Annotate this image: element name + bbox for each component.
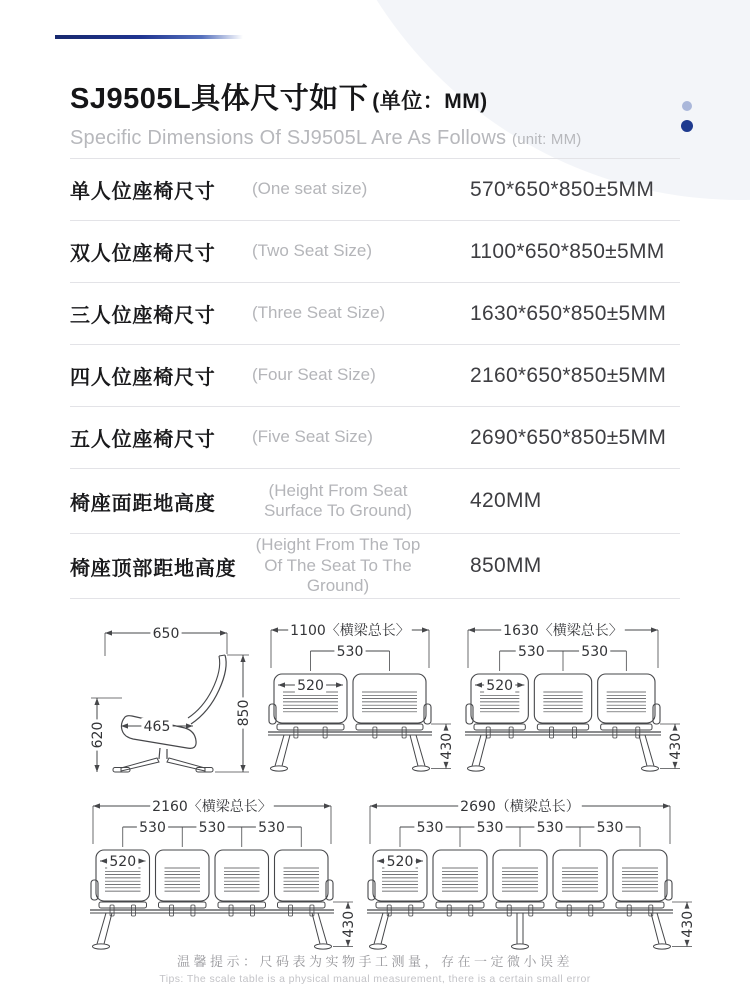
svg-text:520: 520 — [486, 678, 514, 694]
row-label-cn: 双人位座椅尺寸 — [70, 243, 216, 265]
drawing-three-seat-front-view — [460, 616, 688, 784]
header-accent-line — [55, 35, 243, 39]
drawing-two-seat-front-view — [263, 616, 459, 784]
svg-text:650: 650 — [152, 626, 180, 642]
row-value: 850MM — [470, 554, 542, 577]
drawings-row-bottom — [85, 792, 700, 962]
technical-drawings — [75, 616, 696, 962]
row-label-en — [252, 427, 470, 447]
row-label-en-text: (One seat size) — [252, 179, 368, 199]
title-model-text: SJ9505L具体尺寸如下 — [70, 83, 369, 115]
svg-text:530: 530 — [416, 820, 444, 836]
svg-text:530: 530 — [336, 644, 363, 660]
page-title — [70, 82, 670, 119]
svg-text:850: 850 — [236, 699, 252, 727]
svg-text:2690（横梁总长）: 2690（横梁总长） — [460, 799, 580, 815]
drawing-five-seat-front-view — [362, 792, 700, 962]
svg-text:430: 430 — [680, 910, 696, 938]
dimension-table — [70, 158, 680, 599]
svg-text:530: 530 — [198, 820, 226, 836]
tips-text-en: Tips: The scale table is a physical manual measurement, there is a certain small error — [159, 973, 591, 985]
row-label-en — [252, 303, 470, 323]
row-label-en — [252, 365, 470, 385]
row-label-en-text: (Four Seat Size) — [252, 365, 376, 385]
svg-text:520: 520 — [386, 854, 414, 870]
table-row — [70, 221, 680, 283]
table-row — [70, 283, 680, 345]
svg-text:530: 530 — [139, 820, 166, 836]
tips-footer — [0, 951, 750, 985]
svg-text:430: 430 — [668, 732, 684, 760]
title-unit-text: (单位：MM) — [372, 90, 488, 113]
subtitle-text: Specific Dimensions Of SJ9505L Are As Follows — [70, 127, 507, 149]
row-value: 1630*650*850±5MM — [470, 301, 667, 325]
row-label-en-text: (Three Seat Size) — [252, 303, 386, 323]
svg-text:530: 530 — [581, 644, 609, 660]
drawings-row-top — [75, 616, 688, 784]
header — [70, 82, 670, 152]
drawing-four-seat-front-view — [85, 792, 361, 962]
row-label-en-text: (Height From Seat Surface To Ground) — [263, 480, 413, 520]
svg-text:430: 430 — [438, 732, 455, 760]
decor-dot-dark — [681, 120, 693, 132]
row-value: 2690*650*850±5MM — [470, 425, 667, 449]
svg-text:530: 530 — [536, 820, 564, 836]
row-label-cn: 椅座顶部距地高度 — [70, 557, 237, 580]
row-label-cn: 三人位座椅尺寸 — [70, 305, 216, 327]
svg-text:1100〈横梁总长〉: 1100〈横梁总长〉 — [289, 623, 410, 639]
table-row — [70, 534, 680, 599]
row-value: 2160*650*850±5MM — [470, 363, 667, 387]
svg-text:520: 520 — [296, 678, 324, 694]
row-label-en — [252, 179, 470, 199]
row-label-cn: 椅座面距地高度 — [70, 492, 216, 515]
row-label-en — [252, 535, 470, 596]
tips-text-cn: 温馨提示：尺码表为实物手工测量，存在一定微小误差 — [176, 954, 573, 969]
row-label-cn: 四人位座椅尺寸 — [70, 367, 216, 389]
drawing-one-seat-side-view — [75, 616, 261, 784]
row-value: 420MM — [470, 489, 542, 512]
row-label-en-text: (Two Seat Size) — [252, 241, 372, 261]
table-row — [70, 469, 680, 534]
row-label-cn: 单人位座椅尺寸 — [70, 181, 216, 203]
page-subtitle — [70, 126, 670, 152]
svg-text:530: 530 — [476, 820, 504, 836]
svg-text:1630〈横梁总长〉: 1630〈横梁总长〉 — [503, 623, 623, 639]
row-value: 1100*650*850±5MM — [470, 239, 665, 263]
svg-text:530: 530 — [258, 820, 285, 836]
svg-text:2160〈横梁总长〉: 2160〈横梁总长〉 — [152, 799, 272, 815]
row-label-en — [252, 481, 470, 522]
table-row — [70, 345, 680, 407]
row-label-en-text: (Height From The Top Of The Seat To The Ground) — [255, 535, 421, 596]
svg-text:530: 530 — [596, 820, 624, 836]
svg-text:520: 520 — [109, 854, 137, 870]
svg-text:530: 530 — [517, 644, 545, 660]
svg-text:620: 620 — [90, 721, 106, 749]
subtitle-unit-text: (unit: MM) — [512, 131, 582, 148]
row-value: 570*650*850±5MM — [470, 177, 655, 201]
row-label-en-text: (Five Seat Size) — [252, 427, 373, 447]
decor-dot-light — [682, 101, 692, 111]
row-label-en — [252, 241, 470, 261]
table-row — [70, 159, 680, 221]
svg-text:430: 430 — [341, 910, 357, 938]
svg-text:465: 465 — [143, 719, 171, 735]
row-label-cn: 五人位座椅尺寸 — [70, 429, 216, 451]
table-row — [70, 407, 680, 469]
